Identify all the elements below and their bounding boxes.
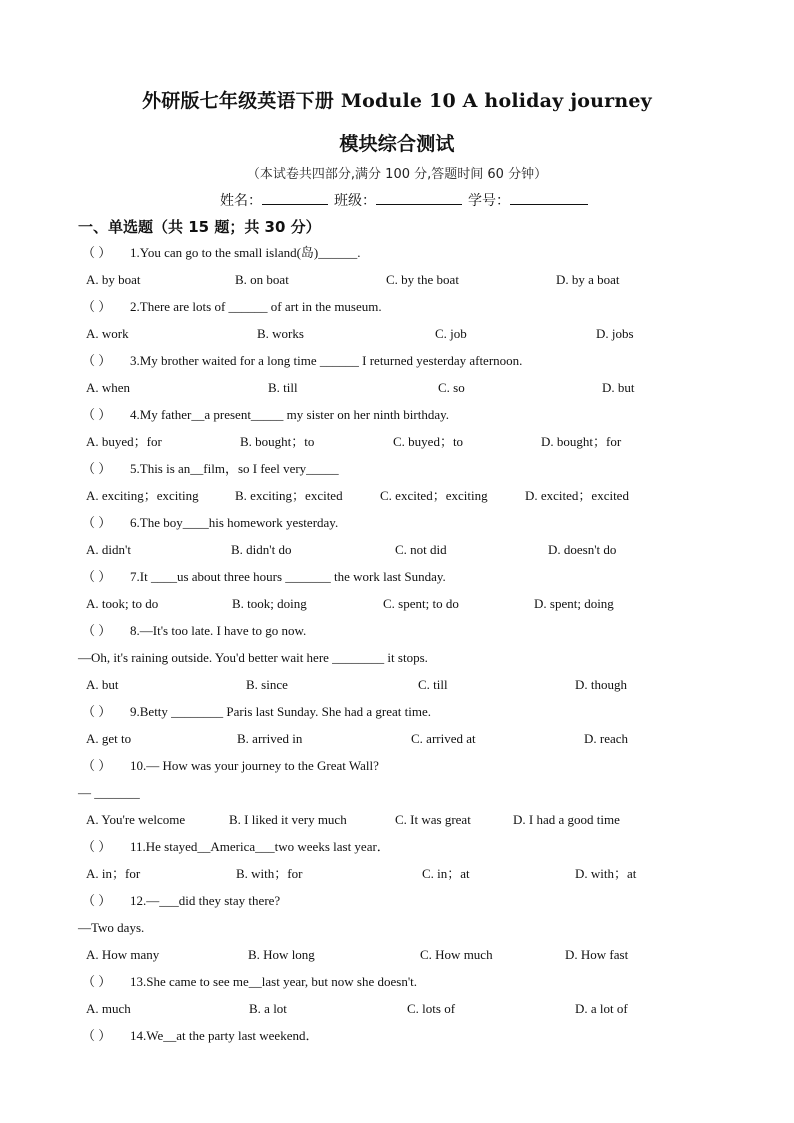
question-text: 6.The boy____his homework yesterday. xyxy=(130,515,339,530)
question-text: 9.Betty ________ Paris last Sunday. She had a great time. xyxy=(130,704,431,719)
question-stem xyxy=(82,460,339,478)
question-stem xyxy=(82,703,431,721)
answer-option[interactable]: C. job xyxy=(435,326,467,341)
question-text: 11.He stayed__America___two weeks last year． xyxy=(130,839,390,854)
question-continuation: — _______ xyxy=(78,785,140,800)
question-text: 8.—It's too late. I have to go now. xyxy=(130,623,307,638)
answer-option[interactable]: D. I had a good time xyxy=(513,812,620,827)
answer-option[interactable]: A. took; to do xyxy=(86,596,159,611)
answer-paren[interactable]: （ ） xyxy=(82,758,112,773)
section-title: 一、单选题（共 15 题；共 30 分） xyxy=(78,218,321,236)
question-stem xyxy=(82,568,446,586)
answer-option[interactable]: C. in；at xyxy=(422,866,470,881)
question-text: 12.—___did they stay there? xyxy=(130,893,281,908)
answer-option[interactable]: D. but xyxy=(602,380,635,395)
answer-option[interactable]: C. by the boat xyxy=(386,272,459,287)
question-text: 10.— How was your journey to the Great Wall? xyxy=(130,758,379,773)
answer-paren[interactable]: （ ） xyxy=(82,704,112,719)
answer-option[interactable]: B. a lot xyxy=(249,1001,287,1016)
question-stem xyxy=(82,514,338,532)
answer-option[interactable]: A. in；for xyxy=(86,866,141,881)
class-label: 班级： xyxy=(334,193,376,209)
question-stem xyxy=(82,244,361,262)
answer-option[interactable]: C. lots of xyxy=(407,1001,456,1016)
answer-option[interactable]: D. with；at xyxy=(575,866,637,881)
answer-paren[interactable]: （ ） xyxy=(82,974,112,989)
answer-option[interactable]: A. when xyxy=(86,380,131,395)
answer-option[interactable]: B. arrived in xyxy=(237,731,303,746)
question-text: 14.We__at the party last weekend． xyxy=(130,1028,319,1043)
answer-option[interactable]: B. with；for xyxy=(236,866,303,881)
name-label: 姓名： xyxy=(220,193,262,209)
question-stem xyxy=(82,352,522,370)
question-text: 2.There are lots of ______ of art in the museum. xyxy=(130,299,382,314)
answer-option[interactable]: A. work xyxy=(86,326,129,341)
answer-option[interactable]: B. How long xyxy=(248,947,315,962)
question-continuation: —Two days. xyxy=(78,920,145,935)
answer-paren[interactable]: （ ） xyxy=(82,1028,112,1043)
answer-paren[interactable]: （ ） xyxy=(82,299,112,314)
answer-option[interactable]: D. How fast xyxy=(565,947,629,962)
question-stem xyxy=(82,1027,318,1045)
answer-option[interactable]: B. till xyxy=(268,380,298,395)
question-stem xyxy=(82,838,390,856)
question-stem xyxy=(82,757,379,775)
answer-option[interactable]: D. reach xyxy=(584,731,629,746)
answer-option[interactable]: C. buyed；to xyxy=(393,434,464,449)
question-stem xyxy=(82,406,449,424)
answer-option[interactable]: A. much xyxy=(86,1001,131,1016)
answer-paren[interactable]: （ ） xyxy=(82,893,112,908)
class-field[interactable] xyxy=(376,190,462,205)
answer-option[interactable]: B. I liked it very much xyxy=(229,812,347,827)
question-text: 7.It ____us about three hours _______ the work last Sunday. xyxy=(130,569,446,584)
question-text: 3.My brother waited for a long time ______ I returned yesterday afternoon. xyxy=(130,353,523,368)
answer-option[interactable]: A. didn't xyxy=(86,542,131,557)
answer-paren[interactable]: （ ） xyxy=(82,515,112,530)
answer-option[interactable]: C. It was great xyxy=(395,812,471,827)
exam-note: （本试卷共四部分,满分 100 分,答题时间 60 分钟） xyxy=(246,167,548,182)
id-label: 学号： xyxy=(468,193,510,209)
answer-option[interactable]: C. arrived at xyxy=(411,731,476,746)
answer-option[interactable]: C. till xyxy=(418,677,448,692)
answer-option[interactable]: B. didn't do xyxy=(231,542,292,557)
answer-option[interactable]: D. doesn't do xyxy=(548,542,617,557)
name-field[interactable] xyxy=(262,190,328,205)
answer-option[interactable]: B. on boat xyxy=(235,272,289,287)
answer-paren[interactable]: （ ） xyxy=(82,623,112,638)
answer-option[interactable]: D. jobs xyxy=(596,326,634,341)
answer-option[interactable]: A. How many xyxy=(86,947,160,962)
page-subtitle: 模块综合测试 xyxy=(339,133,455,155)
answer-option[interactable]: A. You're welcome xyxy=(86,812,186,827)
answer-option[interactable]: B. exciting；excited xyxy=(235,488,343,503)
answer-option[interactable]: C. How much xyxy=(420,947,493,962)
answer-option[interactable]: D. by a boat xyxy=(556,272,620,287)
question-text: 4.My father__a present_____ my sister on her ninth birthday. xyxy=(130,407,450,422)
answer-option[interactable]: B. bought；to xyxy=(240,434,315,449)
answer-option[interactable]: B. since xyxy=(246,677,288,692)
answer-option[interactable]: D. spent; doing xyxy=(534,596,614,611)
answer-option[interactable]: C. spent; to do xyxy=(383,596,459,611)
answer-paren[interactable]: （ ） xyxy=(82,245,112,260)
answer-option[interactable]: A. but xyxy=(86,677,119,692)
answer-paren[interactable]: （ ） xyxy=(82,839,112,854)
answer-option[interactable]: B. took; doing xyxy=(232,596,307,611)
question-stem xyxy=(82,298,382,316)
question-stem xyxy=(82,892,280,910)
answer-option[interactable]: B. works xyxy=(257,326,304,341)
answer-option[interactable]: A. by boat xyxy=(86,272,141,287)
answer-option[interactable]: D. though xyxy=(575,677,627,692)
answer-option[interactable]: C. not did xyxy=(395,542,447,557)
answer-paren[interactable]: （ ） xyxy=(82,569,112,584)
question-continuation: —Oh, it's raining outside. You'd better wait here ________ it stops. xyxy=(78,650,428,665)
answer-option[interactable]: D. bought；for xyxy=(541,434,622,449)
answer-option[interactable]: C. so xyxy=(438,380,465,395)
question-text: 1.You can go to the small island(岛)______. xyxy=(130,245,361,260)
answer-option[interactable]: D. excited；excited xyxy=(525,488,629,503)
answer-option[interactable]: A. buyed；for xyxy=(86,434,162,449)
question-text: 5.This is an__film，so I feel very_____ xyxy=(130,461,339,476)
answer-paren[interactable]: （ ） xyxy=(82,407,112,422)
answer-option[interactable]: A. get to xyxy=(86,731,132,746)
answer-option[interactable]: A. exciting；exciting xyxy=(86,488,199,503)
answer-paren[interactable]: （ ） xyxy=(82,461,112,476)
answer-option[interactable]: C. excited；exciting xyxy=(380,488,488,503)
question-stem xyxy=(82,973,417,991)
student-info xyxy=(220,190,594,210)
page-title: 外研版七年级英语下册 Module 10 A holiday journey xyxy=(142,90,652,112)
question-text: 13.She came to see me__last year, but now she doesn't. xyxy=(130,974,418,989)
question-stem xyxy=(82,622,306,640)
id-field[interactable] xyxy=(510,190,588,205)
answer-option[interactable]: D. a lot of xyxy=(575,1001,628,1016)
answer-paren[interactable]: （ ） xyxy=(82,353,112,368)
